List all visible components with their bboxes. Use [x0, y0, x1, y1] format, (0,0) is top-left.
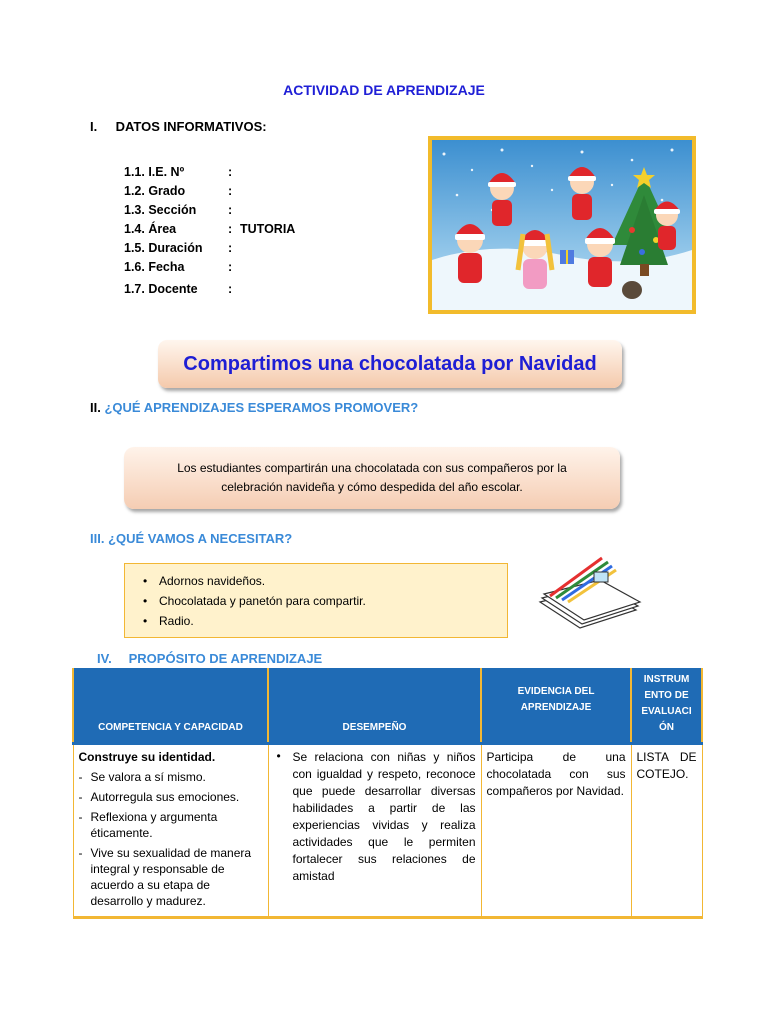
info-row-ie: 1.1. I.E. Nº : [124, 165, 233, 179]
section-4-title: PROPÓSITO DE APRENDIZAJE [128, 651, 323, 666]
christmas-scene-svg [432, 140, 692, 310]
learning-purpose-table [72, 668, 703, 919]
competencia-cell [73, 744, 268, 918]
list-item: - Autorregula sus emociones. [79, 789, 263, 805]
capacidades-list [79, 769, 263, 909]
info-label: 1.4. Área [124, 222, 177, 236]
header-desempeno: DESEMPEÑO [268, 668, 481, 744]
section-3-title: ¿QUÉ VAMOS A NECESITAR? [108, 531, 293, 546]
list-item: • Adornos navideños. [159, 571, 507, 591]
section-1-title: DATOS INFORMATIVOS: [115, 119, 267, 134]
header-competencia: COMPETENCIA Y CAPACIDAD [73, 668, 268, 744]
info-label: 1.5. Duración [124, 241, 203, 255]
info-row-docente: 1.7. Docente : [124, 282, 233, 296]
header-evidencia: EVIDENCIA DEL APRENDIZAJE [481, 668, 631, 744]
info-row-fecha: 1.6. Fecha : [124, 260, 233, 274]
papers-pencils-clipart [536, 552, 644, 638]
section-2-heading [90, 400, 418, 415]
section-4-number: IV. [97, 651, 112, 666]
info-label: 1.2. Grado [124, 184, 186, 198]
section-3-heading [90, 531, 292, 546]
document-title: ACTIVIDAD DE APRENDIZAJE [283, 82, 485, 98]
info-row-grado: 1.2. Grado : [124, 184, 233, 198]
materials-list [125, 571, 507, 631]
list-item: - Se valora a sí mismo. [79, 769, 263, 785]
list-item: - Reflexiona y argumenta éticamente. [79, 809, 263, 841]
section-1-number: I. [90, 119, 98, 134]
info-label: 1.7. Docente [124, 282, 198, 296]
info-row-seccion: 1.3. Sección : [124, 203, 233, 217]
instrumento-cell: LISTA DE COTEJO. [631, 744, 702, 918]
list-item: • Chocolatada y panetón para compartir. [159, 591, 507, 611]
info-row-duracion: 1.5. Duración : [124, 241, 233, 255]
section-2-title: ¿QUÉ APRENDIZAJES ESPERAMOS PROMOVER? [104, 400, 419, 415]
section-2-number: II. [90, 400, 101, 415]
table-row [73, 744, 702, 918]
desempeno-cell: • Se relaciona con niñas y niños con igualdad y respeto, reconoce que puede desarrollar diversas habilidades a partir de las experiencias vividas y realiza actividades que le permiten fortalecer sus relaciones de amistad [268, 744, 481, 918]
table-header-row [73, 668, 702, 744]
activity-title-box: Compartimos una chocolatada por Navidad [158, 340, 622, 388]
info-value: TUTORIA [240, 222, 296, 236]
list-item: • Radio. [159, 611, 507, 631]
learning-purpose-box: Los estudiantes compartirán una chocolatada con sus compañeros por la celebración navideña y cómo despedida del año escolar. [124, 447, 620, 509]
christmas-kids-illustration [428, 136, 696, 314]
section-1-heading [90, 119, 267, 134]
info-row-area: 1.4. Área : TUTORIA [124, 222, 296, 236]
header-instrumento: INSTRUM ENTO DE EVALUACI ÓN [631, 668, 702, 744]
materials-box [124, 563, 508, 638]
info-label: 1.1. I.E. Nº [124, 165, 185, 179]
info-label: 1.6. Fecha [124, 260, 185, 274]
section-3-number: III. [90, 531, 105, 546]
list-item: - Vive su sexualidad de manera integral y responsable de acuerdo a su etapa de desarrollo y madurez. [79, 845, 263, 909]
desempeno-text: Se relaciona con niñas y niños con igualdad y respeto, reconoce que puede desarrollar diversas habilidades a partir de las experiencias vividas y realiza actividades que le permiten fortalecer sus relaciones de amistad [292, 750, 476, 883]
section-4-heading [97, 651, 322, 666]
info-label: 1.3. Sección [124, 203, 197, 217]
competencia-title: Construye su identidad. [78, 750, 216, 764]
evidencia-cell: Participa de una chocolatada con sus compañeros por Navidad. [481, 744, 631, 918]
